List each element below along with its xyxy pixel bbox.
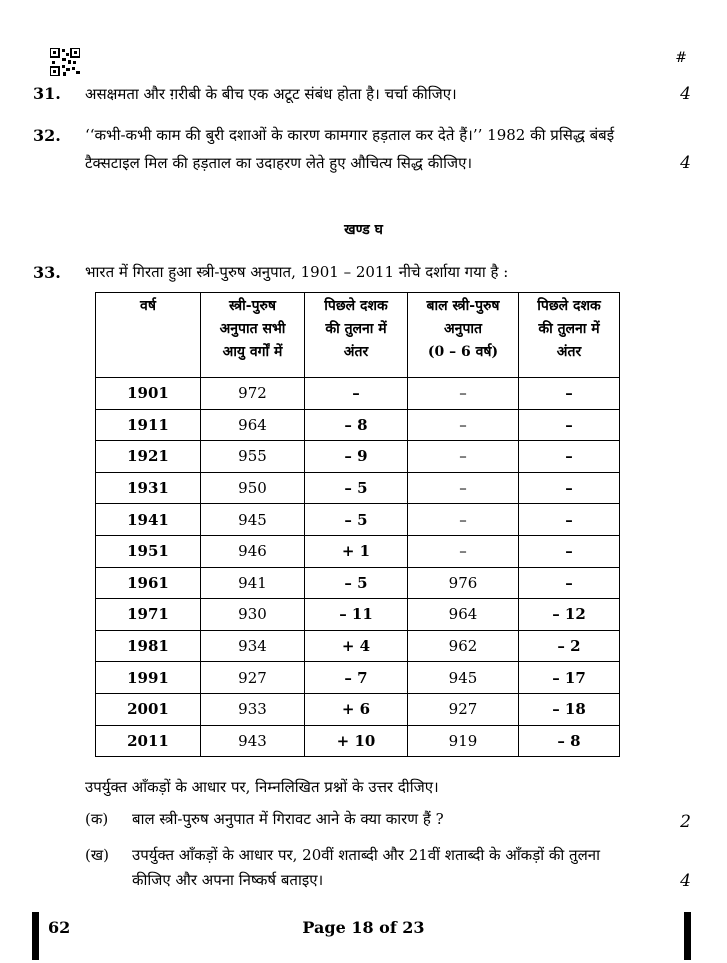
- table-cell: – 8: [519, 725, 620, 757]
- table-cell: –: [519, 472, 620, 504]
- table-cell: – 18: [519, 693, 620, 725]
- table-cell: 1981: [96, 630, 201, 662]
- table-cell: – 7: [305, 662, 408, 694]
- table-cell: 933: [201, 693, 305, 725]
- table-row: [96, 535, 620, 567]
- header-line: पिछले दशक: [324, 298, 388, 314]
- header-line: पिछले दशक: [537, 298, 601, 314]
- table-cell: 964: [201, 409, 305, 441]
- table-body: [96, 378, 620, 757]
- question-text-line1: ‘‘कभी-कभी काम की बुरी दशाओं के कारण कामगार हड़ताल कर देते हैं।’’ 1982 की प्रसिद्ध बंबई: [85, 126, 615, 144]
- table-cell: 941: [201, 567, 305, 599]
- table-row: [96, 630, 620, 662]
- header-line: (0 – 6 वर्ष): [427, 344, 499, 360]
- header-line: बाल स्त्री-पुरुष: [426, 298, 500, 314]
- table-cell: –: [408, 441, 519, 473]
- table-cell: –: [519, 378, 620, 410]
- question-number: 33.: [33, 263, 61, 282]
- table-cell: – 5: [305, 504, 408, 536]
- table-cell: 927: [201, 662, 305, 694]
- table-cell: 927: [408, 693, 519, 725]
- question-number: 32.: [33, 126, 61, 145]
- page-marker: #: [675, 50, 687, 66]
- page-number: Page 18 of 23: [302, 918, 425, 937]
- table-cell: 1991: [96, 662, 201, 694]
- table-cell: – 11: [305, 599, 408, 631]
- table-row: [96, 409, 620, 441]
- footer-right-bar: [684, 912, 691, 960]
- table-cell: –: [519, 504, 620, 536]
- column-header: [305, 293, 408, 378]
- table-cell: 946: [201, 535, 305, 567]
- table-cell: –: [305, 378, 408, 410]
- header-line: आयु वर्गों में: [222, 344, 283, 360]
- header-line: वर्ष: [140, 298, 156, 314]
- table-cell: – 9: [305, 441, 408, 473]
- header-line: अनुपात सभी: [219, 321, 286, 337]
- table-cell: 972: [201, 378, 305, 410]
- table-row: [96, 693, 620, 725]
- table-cell: 950: [201, 472, 305, 504]
- table-cell: 945: [408, 662, 519, 694]
- header-line: की तुलना में: [325, 321, 387, 337]
- section-heading: खण्ड घ: [344, 222, 383, 238]
- subquestion-marks: 2: [680, 812, 691, 832]
- question-text: भारत में गिरता हुआ स्त्री-पुरुष अनुपात, 1901 – 2011 नीचे दर्शाया गया है :: [85, 263, 509, 281]
- table-cell: –: [519, 535, 620, 567]
- subquestion-text-line2: कीजिए और अपना निष्कर्ष बताइए।: [132, 871, 324, 889]
- table-cell: 2001: [96, 693, 201, 725]
- subquestion-label: (ख): [85, 846, 109, 864]
- table-cell: –: [519, 409, 620, 441]
- table-cell: –: [408, 409, 519, 441]
- table-cell: + 6: [305, 693, 408, 725]
- table-cell: – 5: [305, 472, 408, 504]
- table-cell: –: [408, 535, 519, 567]
- table-row: [96, 599, 620, 631]
- table-row: [96, 567, 620, 599]
- table-cell: 1921: [96, 441, 201, 473]
- table-cell: 962: [408, 630, 519, 662]
- table-cell: –: [408, 504, 519, 536]
- table-header-row: [96, 293, 620, 378]
- table-row: [96, 504, 620, 536]
- table-cell: 930: [201, 599, 305, 631]
- table-row: [96, 472, 620, 504]
- table-cell: –: [408, 378, 519, 410]
- table-cell: + 10: [305, 725, 408, 757]
- question-marks: 4: [680, 153, 691, 173]
- question-marks: 4: [680, 84, 691, 104]
- subquestion-marks: 4: [680, 871, 691, 891]
- table-row: [96, 725, 620, 757]
- header-line: की तुलना में: [538, 321, 600, 337]
- table-cell: 934: [201, 630, 305, 662]
- subquestion-text-line1: उपर्युक्त आँकड़ों के आधार पर, 20वीं शताब्दी और 21वीं शताब्दी के आँकड़ों की तुलना: [132, 846, 600, 864]
- table-cell: 1911: [96, 409, 201, 441]
- table-cell: 1901: [96, 378, 201, 410]
- table-row: [96, 378, 620, 410]
- table-cell: – 5: [305, 567, 408, 599]
- qr-code-icon: [50, 48, 80, 76]
- question-number: 31.: [33, 84, 61, 103]
- table-cell: 964: [408, 599, 519, 631]
- column-header: [519, 293, 620, 378]
- table-cell: + 4: [305, 630, 408, 662]
- column-header: [201, 293, 305, 378]
- table-cell: – 2: [519, 630, 620, 662]
- table-cell: + 1: [305, 535, 408, 567]
- table-cell: 1931: [96, 472, 201, 504]
- header-line: अनुपात: [443, 321, 483, 337]
- question-text: असक्षमता और ग़रीबी के बीच एक अटूट संबंध होता है। चर्चा कीजिए।: [85, 85, 457, 103]
- table-row: [96, 441, 620, 473]
- column-header: [408, 293, 519, 378]
- table-cell: 976: [408, 567, 519, 599]
- table-cell: – 8: [305, 409, 408, 441]
- table-cell: 919: [408, 725, 519, 757]
- table-cell: 1941: [96, 504, 201, 536]
- column-header: [96, 293, 201, 378]
- header-line: स्त्री-पुरुष: [228, 298, 277, 314]
- table-cell: 1951: [96, 535, 201, 567]
- sex-ratio-table: [95, 292, 620, 757]
- subquestion-text: बाल स्त्री-पुरुष अनुपात में गिरावट आने के क्या कारण हैं ?: [132, 810, 444, 828]
- table-cell: – 12: [519, 599, 620, 631]
- table-cell: 2011: [96, 725, 201, 757]
- paper-code: 62: [48, 918, 71, 937]
- table-cell: –: [519, 567, 620, 599]
- question-text-line2: टैक्सटाइल मिल की हड़ताल का उदाहरण लेते हुए औचित्य सिद्ध कीजिए।: [85, 154, 473, 172]
- table-row: [96, 662, 620, 694]
- subquestion-label: (क): [85, 810, 109, 828]
- header-line: अंतर: [556, 344, 582, 360]
- table-cell: – 17: [519, 662, 620, 694]
- table-cell: 945: [201, 504, 305, 536]
- table-cell: 1961: [96, 567, 201, 599]
- instruction-text: उपर्युक्त आँकड़ों के आधार पर, निम्नलिखित प्रश्नों के उत्तर दीजिए।: [85, 778, 439, 796]
- header-line: अंतर: [343, 344, 369, 360]
- table-cell: –: [519, 441, 620, 473]
- table-cell: 1971: [96, 599, 201, 631]
- table-cell: 955: [201, 441, 305, 473]
- table-cell: –: [408, 472, 519, 504]
- table-cell: 943: [201, 725, 305, 757]
